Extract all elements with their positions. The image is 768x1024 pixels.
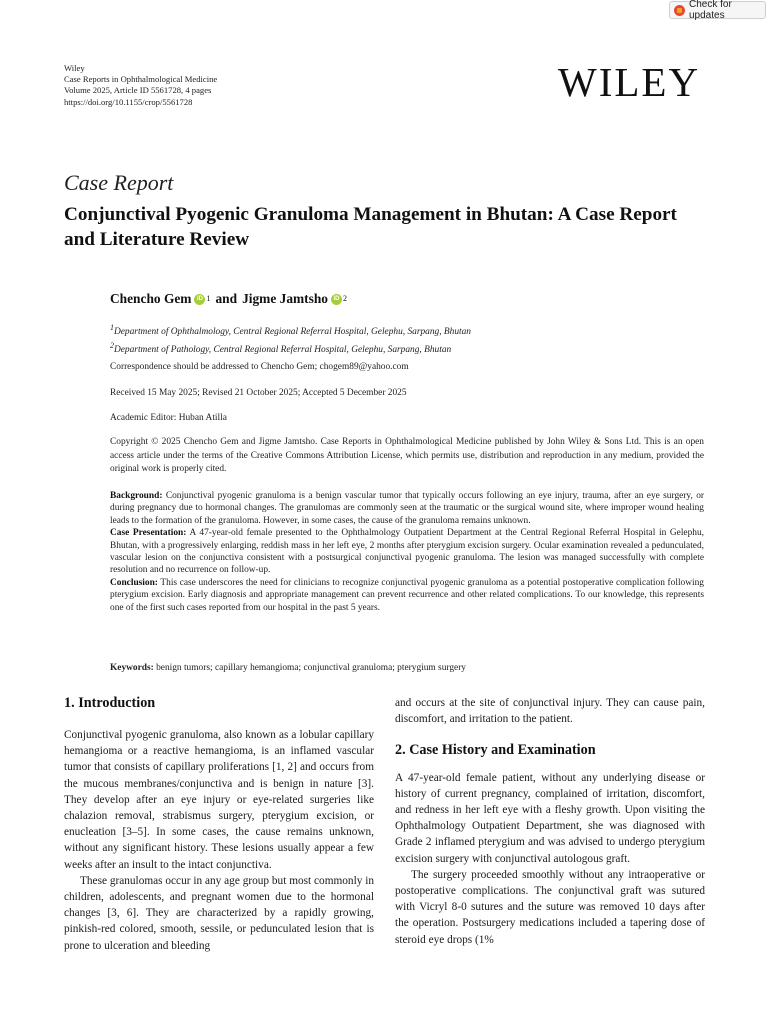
article-type: Case Report [64, 170, 174, 195]
journal-info [64, 63, 217, 108]
keywords [110, 663, 466, 673]
check-for-updates-label: Check for updates [689, 0, 732, 21]
abstract-label: Case Presentation: [110, 528, 187, 539]
abstract-case-presentation [110, 527, 704, 577]
affiliation-marker: 1 [206, 293, 211, 303]
paragraph: The surgery proceeded smoothly without any intraoperative or postoperative complications. The conjunctival graft was sutured with Vicryl 8-0 sutures and the suture was removed 10 days after the operation. Postsurgery medications included a tapering dose of steroid eye drops (1% [395, 868, 705, 946]
body-column-right [395, 695, 705, 948]
article-dates: Received 15 May 2025; Revised 21 October 2025; Accepted 5 December 2025 [110, 388, 407, 398]
academic-editor: Academic Editor: Huban Atilla [110, 413, 227, 423]
affiliation-item [110, 339, 471, 357]
abstract-label: Background: [110, 491, 163, 501]
body-column-left [64, 695, 374, 954]
keywords-label: Keywords: [110, 663, 154, 673]
abstract-text: A 47-year-old female presented to the Ophthalmology Outpatient Department at the Central Regional Referral Hospital in Gelephu, Bhutan, with a progressively enlarging, reddish mass in her left eye, 2 months after pterygium excision surgery. Ocular examination revealed a pedunculated, vascular lesion on the conjunctiva consistent with a postsurgical conjunctival pyogenic granuloma. The lesion was managed successfully with complete resolution and no recurrence on follow-up. [110, 528, 705, 576]
publisher-name: Wiley [64, 63, 85, 73]
article-title: Conjunctival Pyogenic Granuloma Management in Bhutan: A Case Report and Literature Review [64, 204, 677, 250]
author-name[interactable]: Jigme Jamtsho [242, 291, 328, 306]
volume-info: Volume 2025, Article ID 5561728, 4 pages [64, 85, 212, 96]
section-heading-case-history: 2. Case History and Examination [395, 742, 596, 759]
orcid-icon[interactable]: iD [331, 294, 342, 305]
abstract-conclusion [110, 577, 704, 614]
affiliations [110, 321, 471, 358]
publisher-logo: WILEY [558, 59, 701, 105]
paragraph: A 47-year-old female patient, without any underlying disease or history of current pregnancy, complained of irritation, discomfort, and redness in her left eye with a fleshy growth. Upon visiting the Ophthalmology Outpatient Department, she was diagnosed with Grade 2 inflamed pterygium and was advised to undergo pterygium excision surgery with conjunctival autologous graft. [395, 771, 705, 865]
section-heading-introduction: 1. Introduction [64, 695, 156, 711]
abstract-text: This case underscores the need for clinicians to recognize conjunctival pyogenic granuloma as a potential postoperative complication following pterygium excision. Early diagnosis and appropriate management can prevent recurrence and other related complications. To our knowledge, this represents one of the first such cases reported from our hospital in the past 5 years. [110, 577, 704, 613]
crossmark-icon [674, 5, 685, 16]
paragraph: Conjunctival pyogenic granuloma, also known as a lobular capillary hemangioma or a reactive hemangioma, is an inflamed vascular tumor that consists of capillary proliferations [1, 2] and occurs from the mucous membranes/conjunctiva and is benign in nature [3]. They develop after an eye injury or eye-related surgeries like chalazion removal, strabismus surgery, pterygium excision, or enucleation [3–5]. In some cases, the cause remains unknown, without any significant history. These lesions usually appear a few weeks after an insult to the intact conjunctiva. [64, 729, 374, 871]
author-list [110, 291, 347, 307]
abstract-text: Conjunctival pyogenic granuloma is a benign vascular tumor that typically occurs following an eye injury, trauma, after an eye surgery, or during pregnancy due to hormonal changes. The granulomas are commonly seen at the traumatic or the surgical wound site, where improper wound healing leads to the formation of the granuloma. However, in some cases, the cause of the granuloma remains unknown. [110, 491, 705, 526]
affiliation-marker: 2 [110, 341, 114, 351]
doi-link[interactable]: https://doi.org/10.1155/crop/5561728 [64, 96, 193, 107]
check-for-updates-button[interactable] [669, 1, 766, 19]
abstract-background [110, 490, 704, 527]
affiliation-marker: 2 [342, 293, 347, 303]
abstract-label: Conclusion: [110, 577, 158, 588]
paragraph: These granulomas occur in any age group but most commonly in children, adolescents, and pregnant women due to the hormonal changes [3, 6]. They are characterized by a rapidly growing, pinkish-red colored, smooth, sessile, or pedunculated lesion that is prone to ulceration and bleeding [64, 874, 374, 952]
paragraph: and occurs at the site of conjunctival injury. They can cause pain, discomfort, and irritation to the patient. [395, 697, 705, 726]
journal-name: Case Reports in Ophthalmological Medicine [64, 74, 218, 85]
affiliation-text: Department of Pathology, Central Regional Referral Hospital, Gelephu, Sarpang, Bhutan [114, 345, 452, 356]
orcid-icon[interactable]: iD [194, 294, 205, 305]
correspondence: Correspondence should be addressed to Chencho Gem; chogem89@yahoo.com [110, 362, 409, 372]
author-separator: and [215, 291, 238, 306]
affiliation-marker: 1 [110, 323, 114, 332]
affiliation-item [110, 321, 471, 339]
affiliation-text: Department of Ophthalmology, Central Regional Referral Hospital, Gelephu, Sarpang, Bhutan [114, 327, 471, 338]
keywords-text: benign tumors; capillary hemangioma; conjunctival granuloma; pterygium surgery [156, 663, 466, 673]
abstract [110, 490, 704, 614]
copyright-notice: Copyright © 2025 Chencho Gem and Jigme Jamtsho. Case Reports in Ophthalmological Medicine published by John Wiley & Sons Ltd. This is an open access article under the terms of the Creative Commons Attribution License, which permits use, distribution and reproduction in any medium, provided the original work is properly cited. [110, 437, 704, 474]
author-name[interactable]: Chencho Gem [110, 291, 192, 306]
